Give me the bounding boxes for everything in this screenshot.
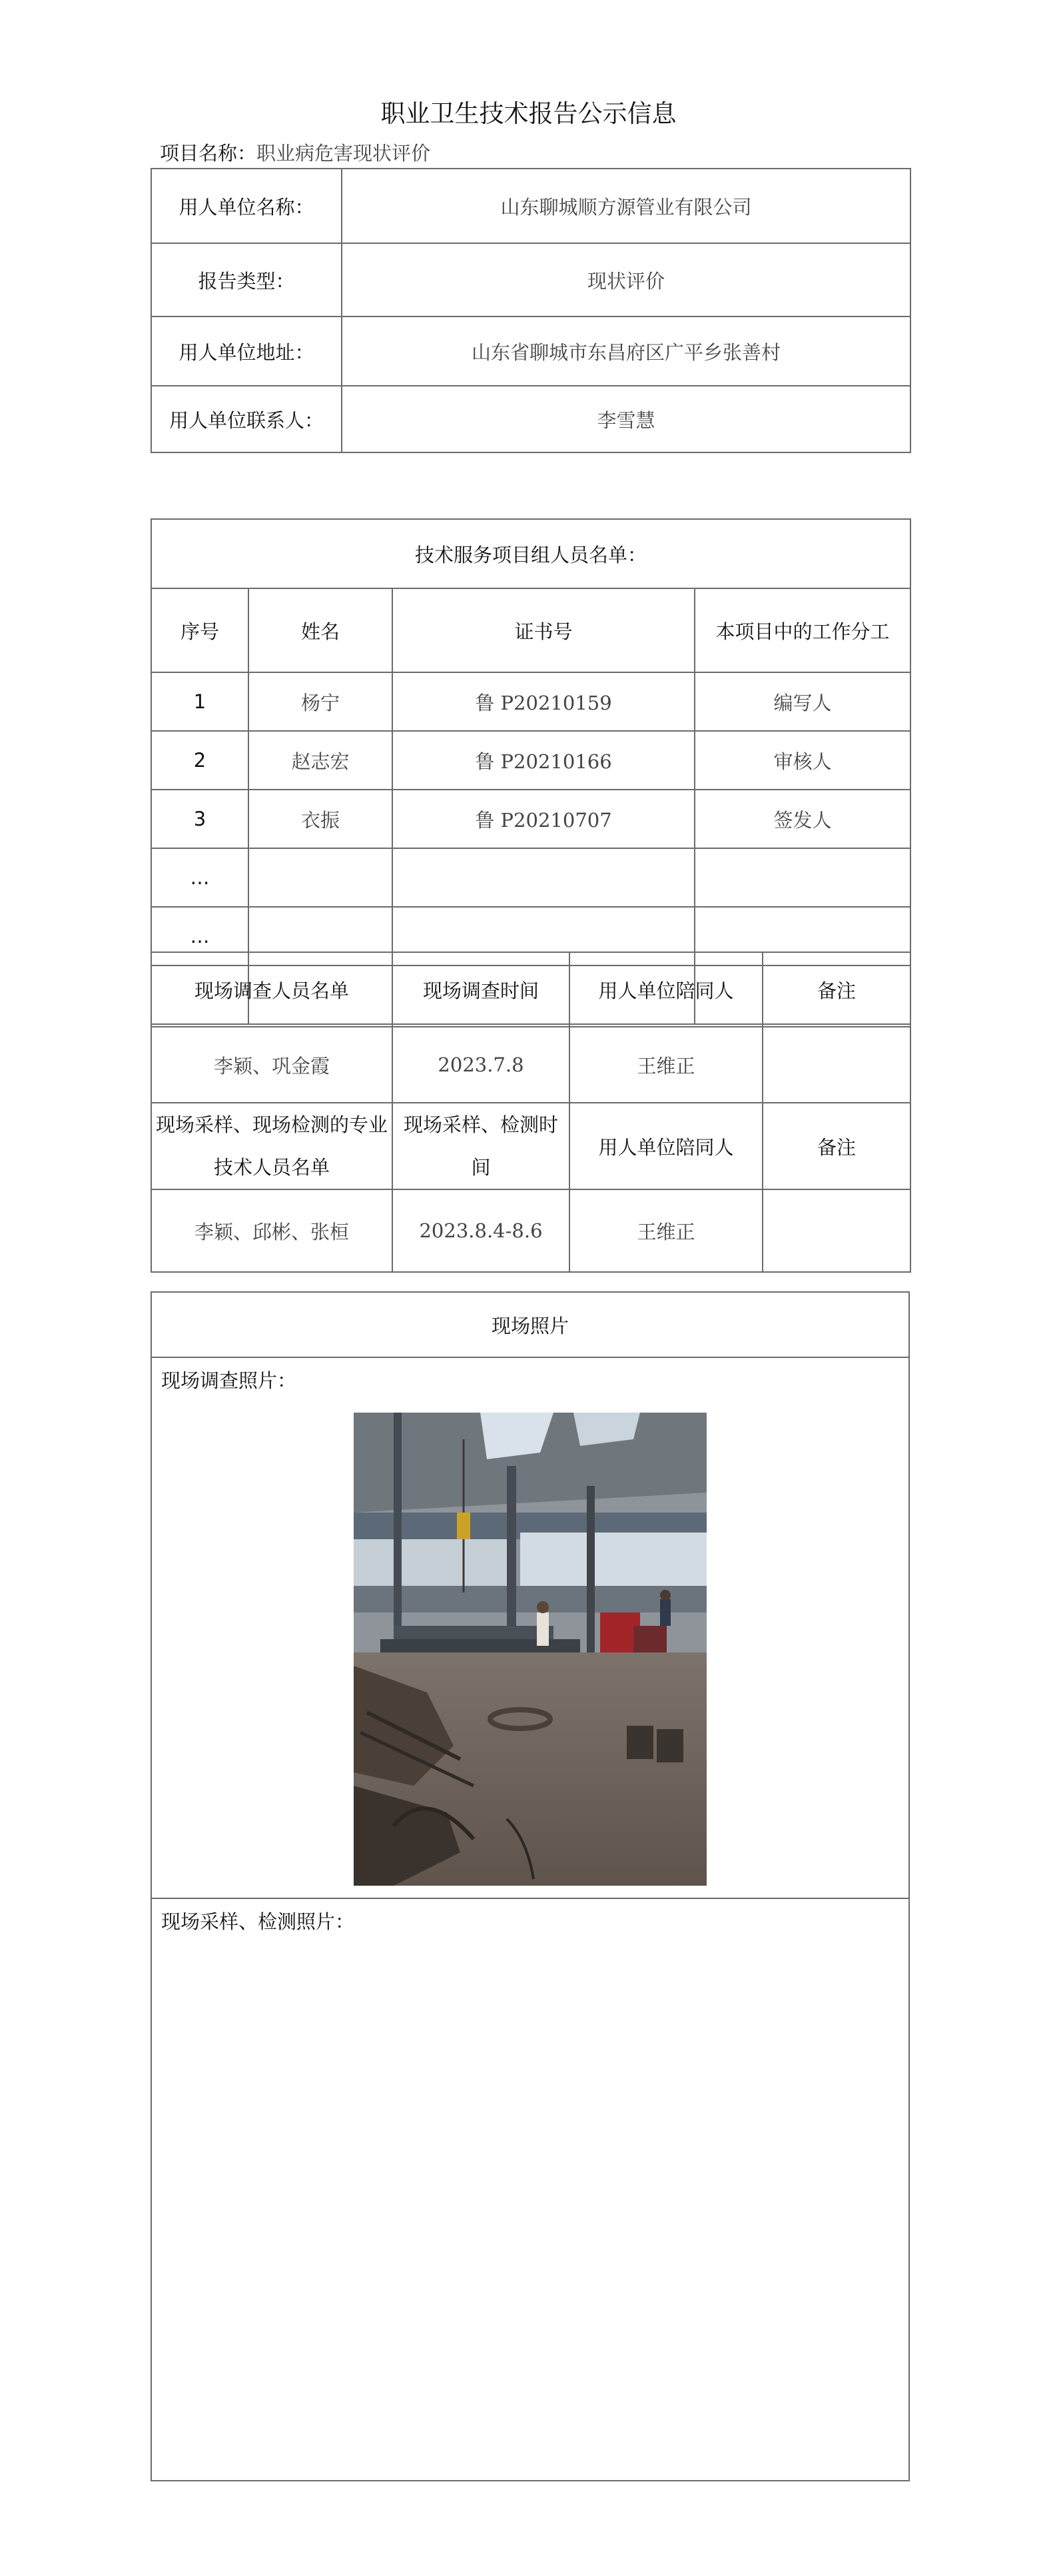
survey-table bbox=[151, 952, 911, 1273]
team-row-index: 3 bbox=[151, 790, 248, 848]
survey-staff-header: 现场调查人员名单 bbox=[151, 952, 392, 1027]
survey-photo-label: 现场调查照片： bbox=[161, 1369, 297, 1392]
team-title: 技术服务项目组人员名单： bbox=[151, 519, 910, 588]
team-header-name: 姓名 bbox=[248, 588, 392, 672]
employer-info-table bbox=[151, 168, 911, 453]
report-type-label: 报告类型： bbox=[151, 243, 342, 317]
survey-value-row bbox=[151, 1027, 910, 1103]
sampling-escort-value: 王维正 bbox=[569, 1189, 763, 1272]
team-row-index: … bbox=[151, 848, 248, 907]
project-name bbox=[160, 140, 430, 167]
employer-name-row bbox=[151, 169, 910, 243]
page-title: 职业卫生技术报告公示信息 bbox=[380, 99, 677, 128]
sampling-header-row bbox=[151, 1103, 910, 1189]
project-name-value: 职业病危害现状评价 bbox=[256, 142, 431, 165]
sampling-remark-header: 备注 bbox=[763, 1103, 910, 1189]
survey-escort-value: 王维正 bbox=[569, 1027, 763, 1103]
team-row-name: 赵志宏 bbox=[248, 731, 392, 790]
survey-time-header: 现场调查时间 bbox=[392, 952, 569, 1027]
team-header-role: 本项目中的工作分工 bbox=[695, 588, 910, 672]
team-row-cert: 鲁 P20210159 bbox=[392, 672, 695, 731]
sampling-time-header: 现场采样、检测时间 bbox=[392, 1103, 569, 1189]
table-row bbox=[151, 848, 910, 907]
sampling-time-value: 2023.8.4-8.6 bbox=[392, 1189, 569, 1272]
survey-staff-value: 李颖、巩金霞 bbox=[151, 1027, 392, 1103]
team-row-index: 2 bbox=[151, 731, 248, 790]
report-type-value: 现状评价 bbox=[342, 243, 910, 317]
team-row-cert: 鲁 P20210166 bbox=[392, 731, 695, 790]
employer-address-value: 山东省聊城市东昌府区广平乡张善村 bbox=[342, 317, 910, 386]
survey-escort-header: 用人单位陪同人 bbox=[569, 952, 763, 1027]
sampling-photo-label: 现场采样、检测照片： bbox=[161, 1910, 355, 1933]
sampling-photo-section bbox=[152, 1899, 908, 2480]
team-row-name: 杨宁 bbox=[248, 672, 392, 731]
team-row-cert: 鲁 P20210707 bbox=[392, 790, 695, 848]
table-row bbox=[151, 790, 910, 848]
sampling-escort-header: 用人单位陪同人 bbox=[569, 1103, 763, 1189]
survey-remark-value bbox=[763, 1027, 910, 1103]
team-row-cert bbox=[392, 848, 695, 907]
report-type-row bbox=[151, 243, 910, 317]
employer-name-value: 山东聊城顺方源管业有限公司 bbox=[342, 169, 910, 243]
team-row-role bbox=[695, 848, 910, 907]
table-row bbox=[151, 672, 910, 731]
survey-time-value: 2023.7.8 bbox=[392, 1027, 569, 1103]
team-row-role: 审核人 bbox=[695, 731, 910, 790]
team-row-index: … bbox=[151, 907, 248, 966]
employer-contact-row bbox=[151, 386, 910, 452]
employer-name-label: 用人单位名称： bbox=[151, 169, 342, 243]
survey-header-row bbox=[151, 952, 910, 1027]
table-row bbox=[151, 731, 910, 790]
employer-address-row bbox=[151, 317, 910, 386]
team-row-name bbox=[248, 848, 392, 907]
employer-address-label: 用人单位地址： bbox=[151, 317, 342, 386]
survey-photo-section bbox=[152, 1358, 908, 1899]
site-photos-title: 现场照片 bbox=[152, 1293, 908, 1358]
team-header-cert: 证书号 bbox=[392, 588, 695, 672]
sampling-remark-value bbox=[763, 1189, 910, 1272]
project-name-label: 项目名称： bbox=[160, 142, 257, 165]
team-row-name: 衣振 bbox=[248, 790, 392, 848]
team-row-role: 编写人 bbox=[695, 672, 910, 731]
survey-remark-header: 备注 bbox=[763, 952, 910, 1027]
team-row-index: 1 bbox=[151, 672, 248, 731]
workshop-photo bbox=[354, 1413, 707, 1886]
employer-contact-value: 李雪慧 bbox=[342, 386, 910, 452]
team-header-row bbox=[151, 588, 910, 672]
site-photos-section bbox=[151, 1291, 910, 2481]
team-title-row bbox=[151, 519, 910, 588]
sampling-value-row bbox=[151, 1189, 910, 1272]
sampling-staff-value: 李颖、邱彬、张桓 bbox=[151, 1189, 392, 1272]
team-header-index: 序号 bbox=[151, 588, 248, 672]
sampling-staff-header: 现场采样、现场检测的专业技术人员名单 bbox=[151, 1103, 392, 1189]
team-row-role: 签发人 bbox=[695, 790, 910, 848]
team-table bbox=[151, 518, 911, 1025]
employer-contact-label: 用人单位联系人： bbox=[151, 386, 342, 452]
